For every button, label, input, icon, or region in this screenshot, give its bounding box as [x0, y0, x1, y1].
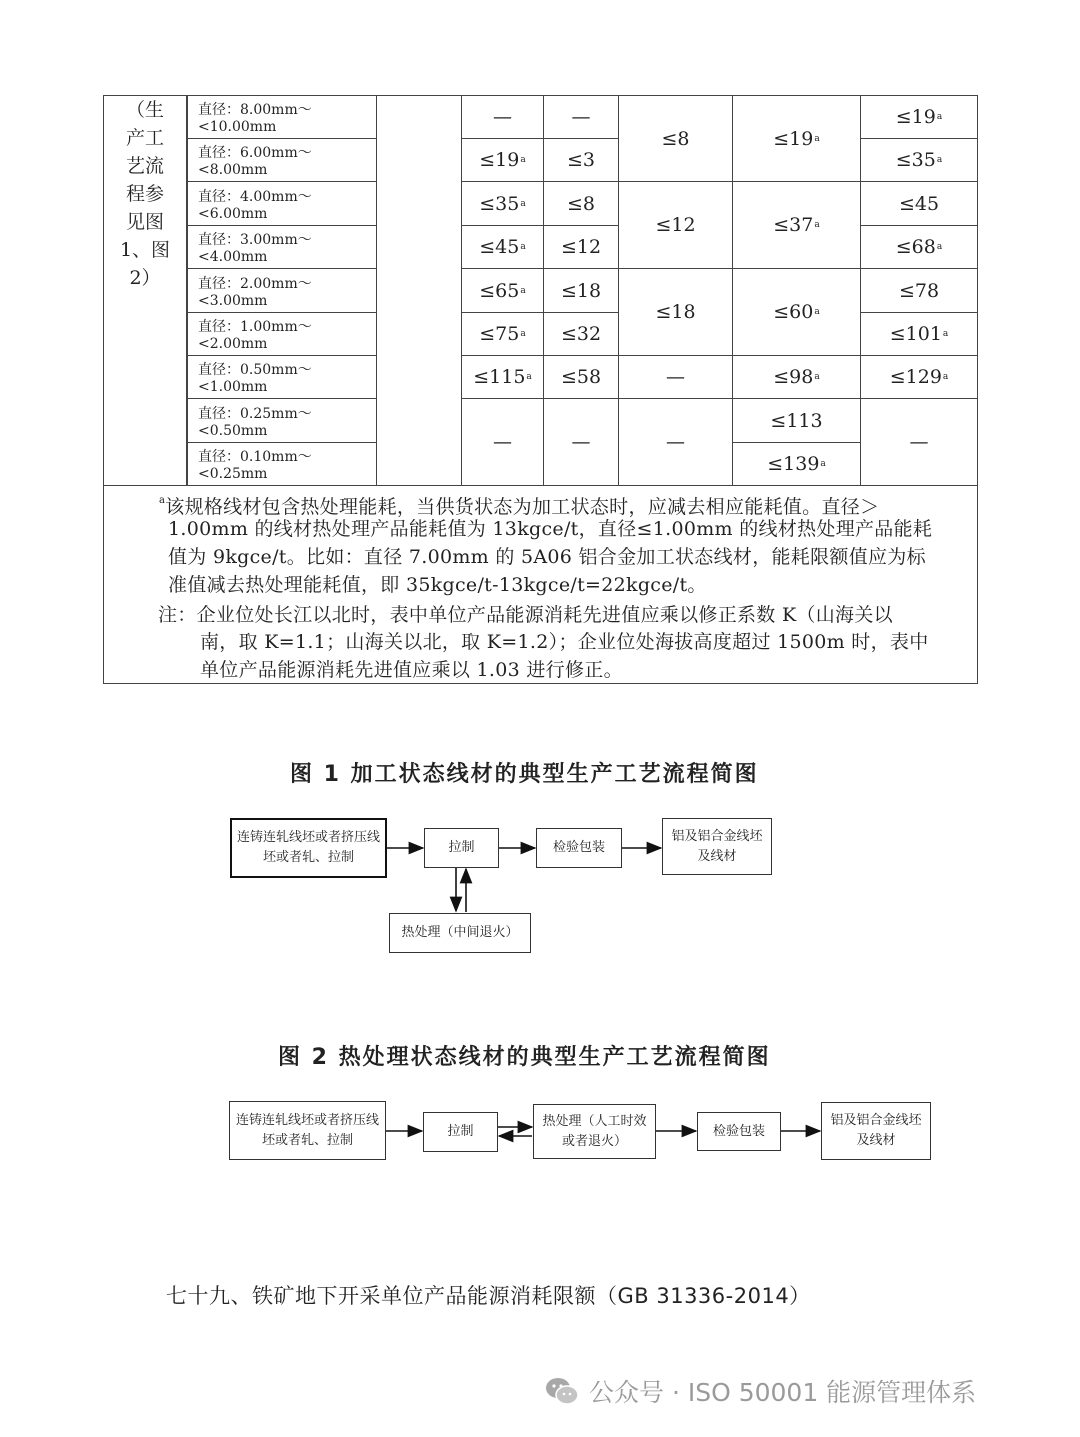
note-line: 1.00mm 的线材热处理产品能耗值为 13kgce/t，直径≤1.00mm 的线材热处理产品能耗 [168, 518, 933, 540]
value-cell: ≤129 a [860, 355, 978, 399]
value-cell: ≤19 a [860, 95, 978, 139]
note-line: 注：企业位处长江以北时，表中单位产品能源消耗先进值应乘以修正系数 K（山海关以 [158, 604, 893, 626]
value-cell: — [543, 95, 619, 139]
spec-cell: 直径：8.00mm～<10.00mm [187, 95, 377, 139]
value-cell: ≤113 [732, 398, 861, 443]
value-cell: ≤8 [618, 95, 733, 182]
watermark-text: 公众号 · ISO 50001 能源管理体系 [589, 1378, 977, 1407]
value-cell: ≤18 [543, 268, 619, 313]
note-line: 准值减去热处理能耗值，即 35kgce/t-13kgce/t=22kgce/t。 [168, 574, 707, 596]
fig1-inspect-box: 检验包装 [536, 828, 622, 868]
fig2-start-box: 连铸连轧线坯或者挤压线坯或者轧、拉制 [229, 1101, 386, 1160]
fig1-heat-box: 热处理（中间退火） [389, 913, 531, 953]
value-cell: ≤65 a [461, 268, 544, 313]
spec-cell: 直径：0.50mm～<1.00mm [187, 355, 377, 399]
value-cell: ≤45 [860, 181, 978, 226]
value-cell: — [618, 398, 733, 486]
figure2-title: 图 2 热处理状态线材的典型生产工艺流程简图 [278, 1045, 771, 1070]
wechat-icon [545, 1376, 579, 1406]
value-cell: ≤12 [618, 181, 733, 269]
value-cell: ≤37 a [732, 181, 861, 269]
note-line: 单位产品能源消耗先进值应乘以 1.03 进行修正。 [200, 659, 623, 681]
watermark-footer [545, 1373, 976, 1409]
value-cell: — [461, 398, 544, 486]
fig2-heat-box: 热处理（人工时效或者退火） [533, 1104, 656, 1159]
fig2-inspect-box: 检验包装 [697, 1112, 781, 1151]
fig1-draw-box: 拉制 [424, 828, 499, 868]
value-cell: ≤60 a [732, 268, 861, 356]
spec-cell: 直径：3.00mm～<4.00mm [187, 225, 377, 269]
value-cell: ≤18 [618, 268, 733, 356]
value-cell: ≤8 [543, 181, 619, 226]
value-cell: ≤3 [543, 138, 619, 182]
fig1-start-box: 连铸连轧线坯或者挤压线坯或者轧、拉制 [230, 818, 387, 878]
fig1-product-box: 铝及铝合金线坯及线材 [662, 818, 772, 875]
value-cell: ≤12 [543, 225, 619, 269]
value-cell: ≤139 a [732, 442, 861, 486]
value-cell: ≤68 a [860, 225, 978, 269]
section-heading: 七十九、铁矿地下开采单位产品能源消耗限额（GB 31336-2014） [166, 1284, 811, 1308]
spec-cell: 直径：0.25mm～<0.50mm [187, 398, 377, 443]
value-cell: ≤32 [543, 312, 619, 356]
spec-cell: 直径：6.00mm～<8.00mm [187, 138, 377, 182]
value-cell: ≤35 a [461, 181, 544, 226]
spec-cell: 直径：2.00mm～<3.00mm [187, 268, 377, 313]
value-cell: ≤19 a [732, 95, 861, 182]
spec-cell: 直径：4.00mm～<6.00mm [187, 181, 377, 226]
note-line: 值为 9kgce/t。比如：直径 7.00mm 的 5A06 铝合金加工状态线材，能耗限额值应为标 [168, 546, 926, 568]
value-cell: ≤58 [543, 355, 619, 399]
figure1-title: 图 1 加工状态线材的典型生产工艺流程简图 [290, 762, 759, 787]
process-label: （生 产工 艺流 程参 见图 1、图 2） [119, 99, 171, 289]
value-cell: ≤98 a [732, 355, 861, 399]
value-cell: ≤19 a [461, 138, 544, 182]
value-cell: — [461, 95, 544, 139]
value-cell: ≤75 a [461, 312, 544, 356]
value-cell: ≤101 a [860, 312, 978, 356]
value-cell: — [618, 355, 733, 399]
fig2-draw-box: 拉制 [423, 1112, 498, 1152]
value-cell: — [543, 398, 619, 486]
spec-cell: 直径：0.10mm～<0.25mm [187, 442, 377, 486]
note-line: 南，取 K=1.1；山海关以北，取 K=1.2）；企业位处海拔高度超过 1500m 时，表中 [200, 631, 929, 653]
note-line: $^a$该规格线材包含热处理能耗，当供货状态为加工状态时，应减去相应能耗值。直径＞ [159, 495, 880, 518]
value-cell: ≤115 a [461, 355, 544, 399]
spec-cell: 直径：1.00mm～<2.00mm [187, 312, 377, 356]
value-cell: ≤35 a [860, 138, 978, 182]
value-cell: ≤78 [860, 268, 978, 313]
fig2-product-box: 铝及铝合金线坯及线材 [821, 1102, 931, 1160]
value-cell: ≤45 a [461, 225, 544, 269]
value-cell: — [860, 398, 978, 486]
